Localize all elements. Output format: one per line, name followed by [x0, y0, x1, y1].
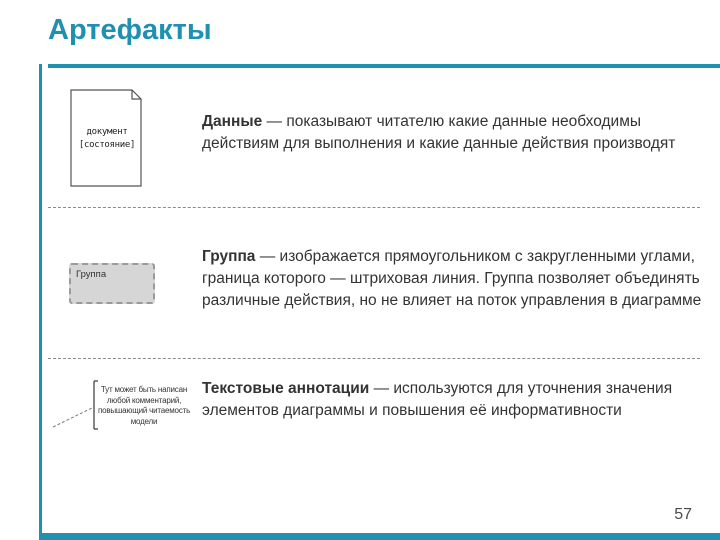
bottom-accent-bar [40, 533, 720, 540]
document-state: [состояние] [78, 140, 136, 150]
left-accent-bar [39, 64, 42, 540]
artifact-text: — изображается прямоугольником с закругленными углами, граница которого — штриховая линия. Группа позволяет объединять различные действия, но не влияет на поток управления в диаграмме [202, 248, 702, 309]
annotation-sample-text: Тут может быть написан любой комментарий, повышающий читаемость модели [97, 385, 191, 426]
document-name: документ [86, 127, 128, 137]
document-caption [74, 126, 140, 152]
artifact-text: — показывают читателю какие данные необходимы действиям для выполнения и какие данные действия производят [202, 113, 676, 152]
section-divider [48, 207, 700, 208]
artifact-data-description [202, 111, 707, 155]
group-illustration [69, 263, 155, 304]
group-label: Группа [76, 269, 107, 280]
section-divider [48, 358, 700, 359]
title-underline [48, 64, 720, 68]
artifact-term: Данные [202, 113, 263, 130]
artifact-text: — используются для уточнения значения элементов диаграммы и повышения её информативности [202, 380, 673, 419]
artifact-annotation-description [202, 378, 707, 422]
page-number: 57 [674, 506, 692, 523]
slide-title: Артефакты [48, 14, 212, 46]
artifact-term: Группа [202, 248, 256, 265]
artifact-group-description [202, 246, 707, 312]
artifact-term: Текстовые аннотации [202, 380, 370, 397]
